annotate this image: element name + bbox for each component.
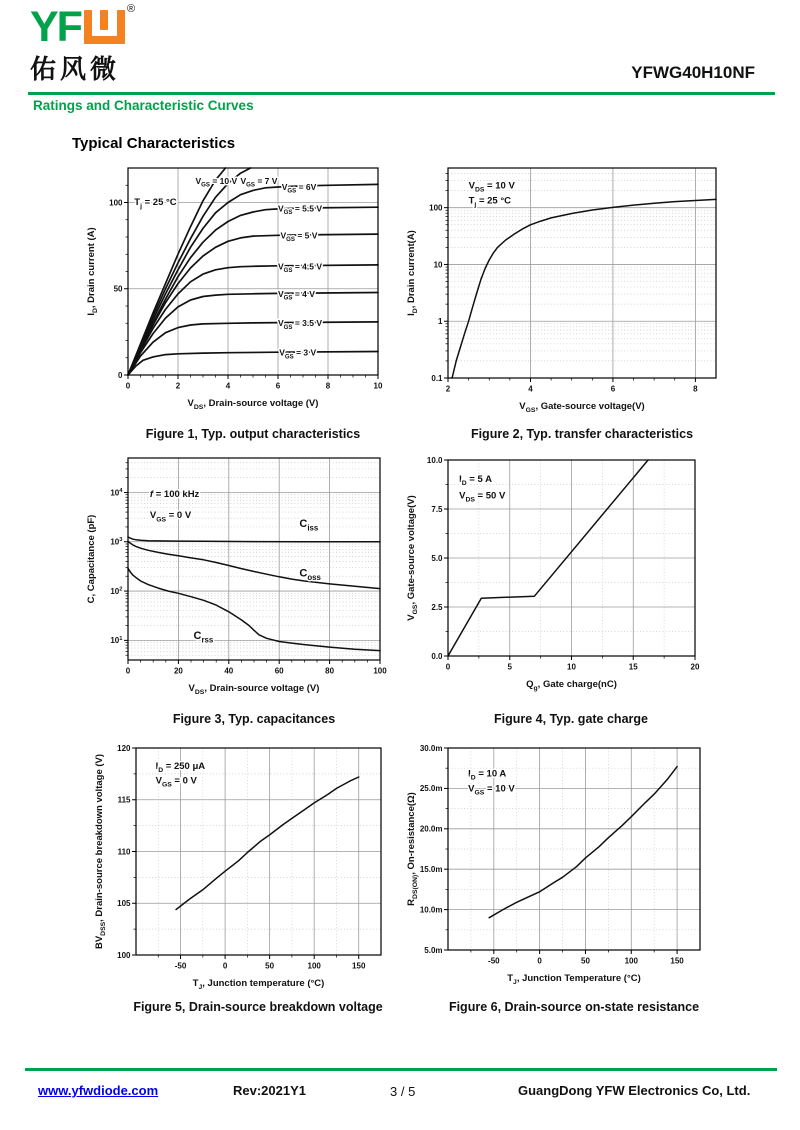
svg-text:10.0m: 10.0m [419,905,443,915]
svg-text:Coss: $C_{oss}$ [299,567,321,583]
svg-text:-50: -50 [174,961,187,971]
svg-text:0.1: 0.1 [431,373,443,383]
figure-1-chart [83,160,390,415]
figure-2-chart [403,160,728,418]
figure-5-plot [91,740,393,995]
website-link[interactable]: www.yfwdiode.com [38,1083,159,1098]
svg-text:20: 20 [690,662,700,672]
svg-text:Crss: $C_{rss}$ [193,629,214,645]
svg-text:BVDSS, Drain-source breakdown: $BV_{DSS}$, Drain-source breakdown voltage (V) [94,753,108,950]
svg-text:f = 100 kHz: f = 100 kHz [149,488,200,500]
figure-5-caption: Figure 5, Drain-source breakdown voltage [133,1000,383,1014]
svg-text:102: $10^2$ [110,586,123,596]
svg-text:VDS, Drain-source voltage (V): $V_{DS}$, Drain-source voltage (V) [188,683,320,697]
svg-text:100: 100 [624,956,638,966]
figure-1-caption: Figure 1, Typ. output characteristics [145,427,361,441]
company-name: GuangDong YFW Electronics Co, Ltd. [518,1083,751,1098]
svg-text:ID = 250 μA: $I_D = 250$ μA [155,760,206,774]
svg-text:30.0m: 30.0m [419,743,443,753]
svg-text:TJ, Junction Temperature (°C): $T_J$, Junction Temperature (°C) [507,973,641,987]
logo-text-yf: YF [30,3,81,51]
svg-text:VGS = 0 V: $V_{GS} = 0$ V [149,510,192,524]
figure-3-series-Coss [128,541,380,588]
svg-text:0: 0 [445,662,451,672]
footer-rule [25,1068,777,1071]
svg-text:8: 8 [325,381,331,391]
svg-text:105: 105 [117,899,131,909]
svg-text:25.0m: 25.0m [419,784,443,794]
figure-2-plot [403,160,728,418]
logo-chinese-text: 佑风微 [30,54,121,84]
figure-4-caption: Figure 4, Typ. gate charge [494,712,648,726]
svg-text:1: 1 [438,317,443,327]
svg-text:VGS = 10 V: $V_{GS} = 10$ V [468,783,515,797]
svg-text:100: 100 [117,950,131,960]
svg-text:4: 4 [528,384,533,394]
svg-text:Tj = 25 °C: $T_j = 25$ °C [468,195,512,209]
section-title: Ratings and Characteristic Curves [33,98,254,113]
svg-text:50: 50 [265,961,275,971]
figure-1-series-VGS-3V [128,352,378,376]
svg-text:VDS = 50 V: $V_{DS} = 50$ V [459,490,506,504]
svg-text:ID = 10 A: $I_D = 10$ A [468,768,507,782]
svg-text:5.0m: 5.0m [424,945,443,955]
svg-text:50: 50 [581,956,590,966]
svg-text:40: 40 [224,666,234,676]
svg-text:Tj = 25 °C: $T_j = 25$ °C [134,196,177,210]
svg-text:ID = 5 A: $I_D = 5$ A [459,473,492,487]
svg-text:VGS = 3.5 V: $V_{GS} = 3.5$ V [278,318,323,331]
svg-text:TJ, Junction temperature (°C): $T_J$, Junction temperature (°C) [192,978,325,992]
svg-text:50: 50 [113,284,123,294]
svg-text:VGS = 7 V: $V_{GS} = 7$ V [240,175,278,189]
brand-logo [30,3,136,86]
svg-text:VGS = 6V: $V_{GS} = 6V$ [281,181,317,195]
svg-text:0: 0 [125,381,131,391]
svg-text:4: 4 [225,381,231,391]
figure-6-plot [403,740,712,990]
svg-text:10: 10 [373,381,383,391]
logo-row [30,3,136,51]
svg-text:150: 150 [352,961,366,971]
revision-label: Rev:2021Y1 [233,1083,306,1098]
svg-text:C, Capacitance (pF): C, Capacitance (pF) [86,514,97,604]
svg-text:6: 6 [610,384,616,394]
svg-text:6: 6 [275,381,281,391]
svg-text:100: 100 [109,198,123,208]
svg-text:15: 15 [628,662,638,672]
svg-text:100: 100 [429,203,443,213]
figure-3-caption: Figure 3, Typ. capacitances [172,712,336,726]
svg-text:120: 120 [117,743,131,753]
figure-2-caption: Figure 2, Typ. transfer characteristics [470,427,694,441]
svg-text:10.0: 10.0 [426,455,443,465]
figure-5-series-bvdss [176,777,359,910]
svg-text:103: $10^3$ [110,537,123,547]
figure-4-chart [403,452,707,696]
svg-text:0: 0 [222,961,228,971]
svg-text:VGS = 10 V: $V_{GS} = 10$ V [195,175,238,189]
figure-3-series-Crss [128,568,380,650]
svg-text:VDS = 10 V: $V_{DS} = 10$ V [468,180,515,194]
figure-2-series-transfer [452,199,716,378]
figure-3-series-Ciss [128,537,380,542]
page-heading: Typical Characteristics [72,135,236,152]
svg-text:VGS = 0 V: $V_{GS} = 0$ V [155,775,197,789]
svg-text:VGS = 3 V: $V_{GS} = 3$ V [279,347,317,361]
svg-text:110: 110 [117,847,131,857]
svg-text:20.0m: 20.0m [419,824,443,834]
svg-text:ID, Drain current(A): $I_D$, Drain current(A) [406,230,420,316]
svg-text:60: 60 [274,666,284,676]
svg-text:Qg, Gate charge(nC): $Q_g$, Gate charge(nC) [526,679,617,693]
svg-text:-50: -50 [488,956,500,966]
svg-text:0: 0 [537,956,542,966]
figure-5-chart [91,740,393,995]
registered-mark: ® [126,3,136,15]
svg-text:2: 2 [445,384,451,394]
svg-text:VGS = 5 V: $V_{GS} = 5$ V [280,230,318,243]
svg-text:20: 20 [173,666,183,676]
svg-text:101: $10^1$ [110,635,123,646]
svg-text:VGS = 5.5 V: $V_{GS} = 5.5$ V [278,203,323,217]
svg-text:115: 115 [117,795,131,805]
figure-3-chart [83,450,392,700]
part-number: YFWG40H10NF [631,63,755,82]
svg-text:8: 8 [693,384,698,394]
svg-text:0: 0 [125,666,131,676]
svg-text:15.0m: 15.0m [419,865,443,874]
svg-text:2: 2 [175,381,181,391]
figure-1-series-VGS-3.5V [128,322,378,375]
logo-w-icon [84,10,125,47]
svg-text:0: 0 [118,370,123,380]
svg-text:5.0: 5.0 [431,553,443,563]
svg-text:2.5: 2.5 [431,602,443,612]
svg-text:Ciss: $C_{iss}$ [299,517,319,533]
header-rule [28,92,775,95]
svg-text:80: 80 [325,666,335,676]
svg-text:0.0: 0.0 [431,651,443,661]
svg-text:104: $10^4$ [110,487,123,498]
svg-text:7.5: 7.5 [431,504,443,514]
svg-text:5: 5 [507,662,512,672]
svg-text:VGS, Gate-source voltage(V): $V_{GS}$, Gate-source voltage(V) [519,401,645,415]
figure-6-series-rdson [489,767,677,918]
figure-3-plot [83,450,392,700]
svg-text:100: 100 [307,961,321,971]
svg-text:VGS, Gate-source voltage(V): $V_{GS}$, Gate-source voltage(V) [406,495,420,621]
figure-6-caption: Figure 6, Drain-source on-state resistance [448,1000,700,1014]
page-indicator: 3 / 5 [390,1084,416,1099]
svg-text:10: 10 [567,662,576,672]
svg-text:10: 10 [433,260,443,270]
svg-text:100: 100 [373,666,387,676]
svg-text:ID, Drain current (A): $I_D$, Drain current (A) [86,227,100,316]
svg-text:VGS = 4 V: $V_{GS} = 4$ V [278,288,315,302]
svg-text:RDS(ON), On-resistance(Ω): $R_{DS(ON)}$, On-resistance(Ω) [406,792,420,906]
figure-1-series-VGS-5.5V [128,207,378,375]
figure-6-chart [403,740,712,990]
figure-4-plot [403,452,707,696]
figure-1-series-VGS-4.5V [128,265,378,375]
svg-text:VGS = 4.5 V: $V_{GS} = 4.5$ V [278,261,323,275]
figure-1-plot [83,160,390,415]
svg-text:150: 150 [670,956,684,966]
svg-text:VDS, Drain-source voltage (V): $V_{DS}$, Drain-source voltage (V) [187,398,319,412]
